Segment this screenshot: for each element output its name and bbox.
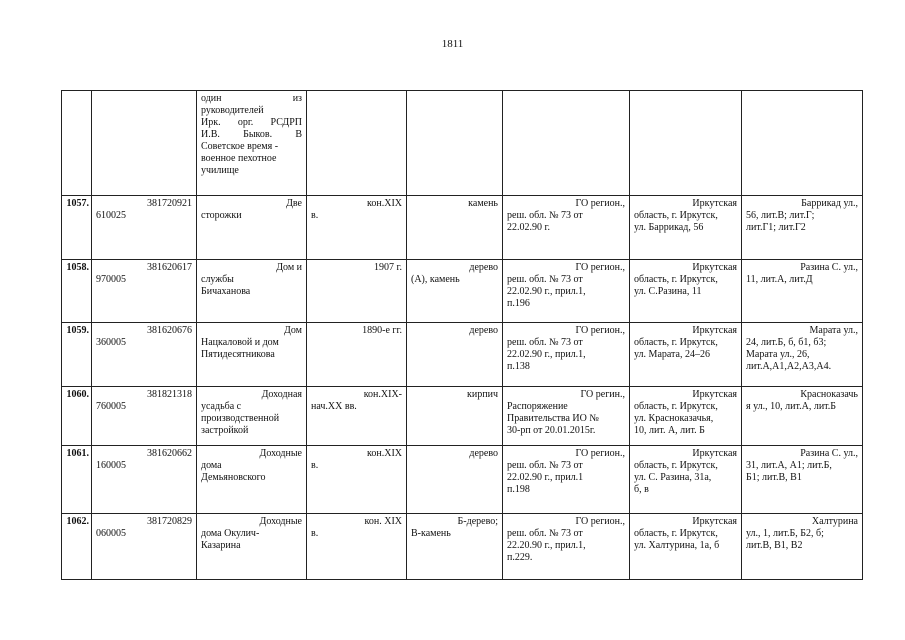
category-line: п.196: [507, 298, 530, 309]
code-line: 610025: [96, 210, 126, 221]
table-row: [62, 323, 863, 387]
material-line: дерево: [469, 325, 498, 336]
category-line: 22.02.90 г., прил.1,: [507, 286, 586, 297]
category-line: Распоряжение: [507, 401, 568, 412]
category-line: 30-рп от 20.01.2015г.: [507, 425, 596, 436]
name-line: застройкой: [201, 425, 249, 436]
cell-date: [307, 323, 407, 387]
cell-date: [307, 260, 407, 323]
cell-material: [407, 446, 503, 514]
code-line: 060005: [96, 528, 126, 539]
material-line: В-камень: [411, 528, 451, 539]
cell-location: [630, 446, 742, 514]
address-line: Марата ул.,: [809, 325, 858, 336]
table-row: [62, 514, 863, 580]
cell-address: [742, 260, 863, 323]
address-line: Баррикад ул.,: [801, 198, 858, 209]
row-number: 1060.: [66, 389, 89, 400]
address-line: Халтурина: [811, 516, 858, 527]
code-line: 381821318: [147, 389, 192, 400]
category-line: 22.02.90 г., прил.1,: [507, 349, 586, 360]
cell-code: [92, 323, 197, 387]
cell-address: [742, 323, 863, 387]
address-line: лит.В, В1, В2: [746, 540, 803, 551]
name-line: сторожки: [201, 210, 242, 221]
cell-address: [742, 514, 863, 580]
monuments-table: [61, 90, 863, 580]
material-line: дерево: [469, 448, 498, 459]
cell-category: [503, 446, 630, 514]
name-line: Две: [286, 198, 302, 209]
name-line: дома: [201, 460, 222, 471]
date-line: кон.XIX-: [363, 389, 402, 400]
location-line: ул. Баррикад, 56: [634, 222, 704, 233]
cell-category: [503, 196, 630, 260]
row-number: 1062.: [66, 516, 89, 527]
name-line: Доходные: [259, 516, 302, 527]
date-line: в.: [311, 528, 319, 539]
table-row: [62, 446, 863, 514]
location-line: Иркутская: [692, 198, 737, 209]
name-line: Демьяновского: [201, 472, 266, 483]
address-line: 11, лит.А, лит.Д: [746, 274, 813, 285]
category-line: ГО регион.,: [575, 325, 625, 336]
cell-material: [407, 196, 503, 260]
code-line: 381620676: [147, 325, 192, 336]
location-line: область, г. Иркутск,: [634, 528, 718, 539]
name-line: усадьба с: [201, 401, 242, 412]
name-line: Дом и: [276, 262, 302, 273]
category-line: реш. обл. № 73 от: [507, 274, 583, 285]
code-line: 360005: [96, 337, 126, 348]
code-line: 381620617: [147, 262, 192, 273]
cell-material: [407, 260, 503, 323]
location-line: Иркутская: [692, 516, 737, 527]
cell-category: [503, 514, 630, 580]
cell-address: [742, 446, 863, 514]
name-line: службы: [201, 274, 234, 285]
address-line: Разина С. ул.,: [800, 448, 858, 459]
category-line: ГО регион.,: [575, 516, 625, 527]
date-line: кон. XIX: [364, 516, 402, 527]
cell-location: [630, 91, 742, 196]
date-line: 1890-е гг.: [362, 325, 402, 336]
category-line: п.198: [507, 484, 530, 495]
location-line: Иркутская: [692, 262, 737, 273]
cell-category: [503, 387, 630, 446]
name-line: один из: [201, 93, 302, 104]
cell-location: [630, 514, 742, 580]
cell-num: [62, 514, 92, 580]
name-line: военное пехотное: [201, 153, 277, 164]
cell-num: [62, 91, 92, 196]
material-line: дерево: [469, 262, 498, 273]
cell-date: [307, 514, 407, 580]
location-line: ул. С.Разина, 11: [634, 286, 702, 297]
location-line: ул. С. Разина, 31а,: [634, 472, 712, 483]
cell-date: [307, 446, 407, 514]
code-line: 760005: [96, 401, 126, 412]
cell-location: [630, 323, 742, 387]
cell-name: [197, 514, 307, 580]
material-line: кирпич: [467, 389, 498, 400]
cell-address: [742, 196, 863, 260]
table-row: [62, 196, 863, 260]
name-line: Нацкаловой и дом: [201, 337, 279, 348]
date-line: кон.XIX: [367, 448, 402, 459]
address-line: я ул., 10, лит.А, лит.Б: [746, 401, 837, 412]
cell-num: [62, 446, 92, 514]
location-line: область, г. Иркутск,: [634, 401, 718, 412]
cell-material: [407, 91, 503, 196]
cell-category: [503, 323, 630, 387]
category-line: ГО регион.,: [575, 198, 625, 209]
cell-name: [197, 387, 307, 446]
name-line: Доходная: [261, 389, 302, 400]
cell-name: [197, 446, 307, 514]
cell-code: [92, 446, 197, 514]
location-line: Иркутская: [692, 325, 737, 336]
location-line: Иркутская: [692, 448, 737, 459]
continuation-row: [62, 91, 863, 196]
location-line: б, в: [634, 484, 649, 495]
name-line: Бичаханова: [201, 286, 251, 297]
location-line: область, г. Иркутск,: [634, 210, 718, 221]
address-line: Разина С. ул.,: [800, 262, 858, 273]
name-line: И.В. Быков. В: [201, 129, 302, 140]
location-line: ул. Красноказачья,: [634, 413, 714, 424]
category-line: реш. обл. № 73 от: [507, 528, 583, 539]
category-line: 22.20.90 г., прил.1,: [507, 540, 586, 551]
cell-code: [92, 91, 197, 196]
cell-num: [62, 323, 92, 387]
name-line: Пятидесятникова: [201, 349, 275, 360]
category-line: 22.02.90 г.: [507, 222, 550, 233]
location-line: Иркутская: [692, 389, 737, 400]
date-line: кон.XIX: [367, 198, 402, 209]
date-line: в.: [311, 460, 319, 471]
address-line: Марата ул., 26,: [746, 349, 810, 360]
date-line: 1907 г.: [374, 262, 402, 273]
row-number: 1061.: [66, 448, 89, 459]
material-line: Б-дерево;: [457, 516, 498, 527]
cell-location: [630, 260, 742, 323]
date-line: нач.XX вв.: [311, 401, 357, 412]
address-line: 24, лит.Б, б, б1, б3;: [746, 337, 827, 348]
cell-address: [742, 387, 863, 446]
location-line: ул. Марата, 24–26: [634, 349, 710, 360]
table-row: [62, 260, 863, 323]
row-number: 1059.: [66, 325, 89, 336]
cell-num: [62, 196, 92, 260]
cell-location: [630, 196, 742, 260]
code-line: 381720829: [147, 516, 192, 527]
code-line: 970005: [96, 274, 126, 285]
category-line: Правительства ИО №: [507, 413, 599, 424]
code-line: 160005: [96, 460, 126, 471]
cell-code: [92, 196, 197, 260]
location-line: область, г. Иркутск,: [634, 460, 718, 471]
location-line: область, г. Иркутск,: [634, 337, 718, 348]
cell-category: [503, 260, 630, 323]
address-line: ул., 1, лит.Б, Б2, б;: [746, 528, 824, 539]
cell-num: [62, 260, 92, 323]
cell-material: [407, 323, 503, 387]
address-line: Красноказачь: [800, 389, 858, 400]
name-line: производственной: [201, 413, 280, 424]
cell-name: [197, 260, 307, 323]
category-line: ГО регион.,: [575, 448, 625, 459]
cell-name: [197, 91, 307, 196]
category-line: ГО регин.,: [580, 389, 625, 400]
category-line: реш. обл. № 73 от: [507, 210, 583, 221]
cell-num: [62, 387, 92, 446]
name-line: Ирк. орг. РСДРП: [201, 117, 302, 128]
name-line: Советское время -: [201, 141, 279, 152]
material-line: камень: [468, 198, 498, 209]
name-line: училище: [201, 165, 239, 176]
category-line: ГО регион.,: [575, 262, 625, 273]
name-line: Дом: [284, 325, 302, 336]
cell-category: [503, 91, 630, 196]
material-line: (А), камень: [411, 274, 460, 285]
cell-date: [307, 196, 407, 260]
address-line: лит.А,А1,А2,А3,А4.: [746, 361, 832, 372]
cell-name: [197, 323, 307, 387]
cell-code: [92, 260, 197, 323]
address-line: лит.Г1; лит.Г2: [746, 222, 806, 233]
address-line: Б1; лит.В, В1: [746, 472, 802, 483]
address-line: 56, лит.В; лит.Г;: [746, 210, 815, 221]
code-line: 381720921: [147, 198, 192, 209]
category-line: 22.02.90 г., прил.1: [507, 472, 584, 483]
code-line: 381620662: [147, 448, 192, 459]
location-line: 10, лит. А, лит. Б: [634, 425, 705, 436]
cell-material: [407, 387, 503, 446]
category-line: реш. обл. № 73 от: [507, 460, 583, 471]
table-row: [62, 387, 863, 446]
name-line: Доходные: [259, 448, 302, 459]
date-line: в.: [311, 210, 319, 221]
category-line: реш. обл. № 73 от: [507, 337, 583, 348]
name-line: Казарина: [201, 540, 241, 551]
row-number: 1057.: [66, 198, 89, 209]
cell-material: [407, 514, 503, 580]
cell-code: [92, 514, 197, 580]
row-number: 1058.: [66, 262, 89, 273]
name-line: руководителей: [201, 105, 264, 116]
category-line: п.138: [507, 361, 530, 372]
cell-date: [307, 387, 407, 446]
cell-location: [630, 387, 742, 446]
location-line: область, г. Иркутск,: [634, 274, 718, 285]
category-line: п.229.: [507, 552, 533, 563]
location-line: ул. Халтурина, 1а, б: [634, 540, 720, 551]
cell-address: [742, 91, 863, 196]
name-line: дома Окулич-: [201, 528, 260, 539]
cell-date: [307, 91, 407, 196]
page-number: 1811: [441, 38, 464, 50]
address-line: 31, лит.А, А1; лит.Б,: [746, 460, 832, 471]
cell-code: [92, 387, 197, 446]
cell-name: [197, 196, 307, 260]
